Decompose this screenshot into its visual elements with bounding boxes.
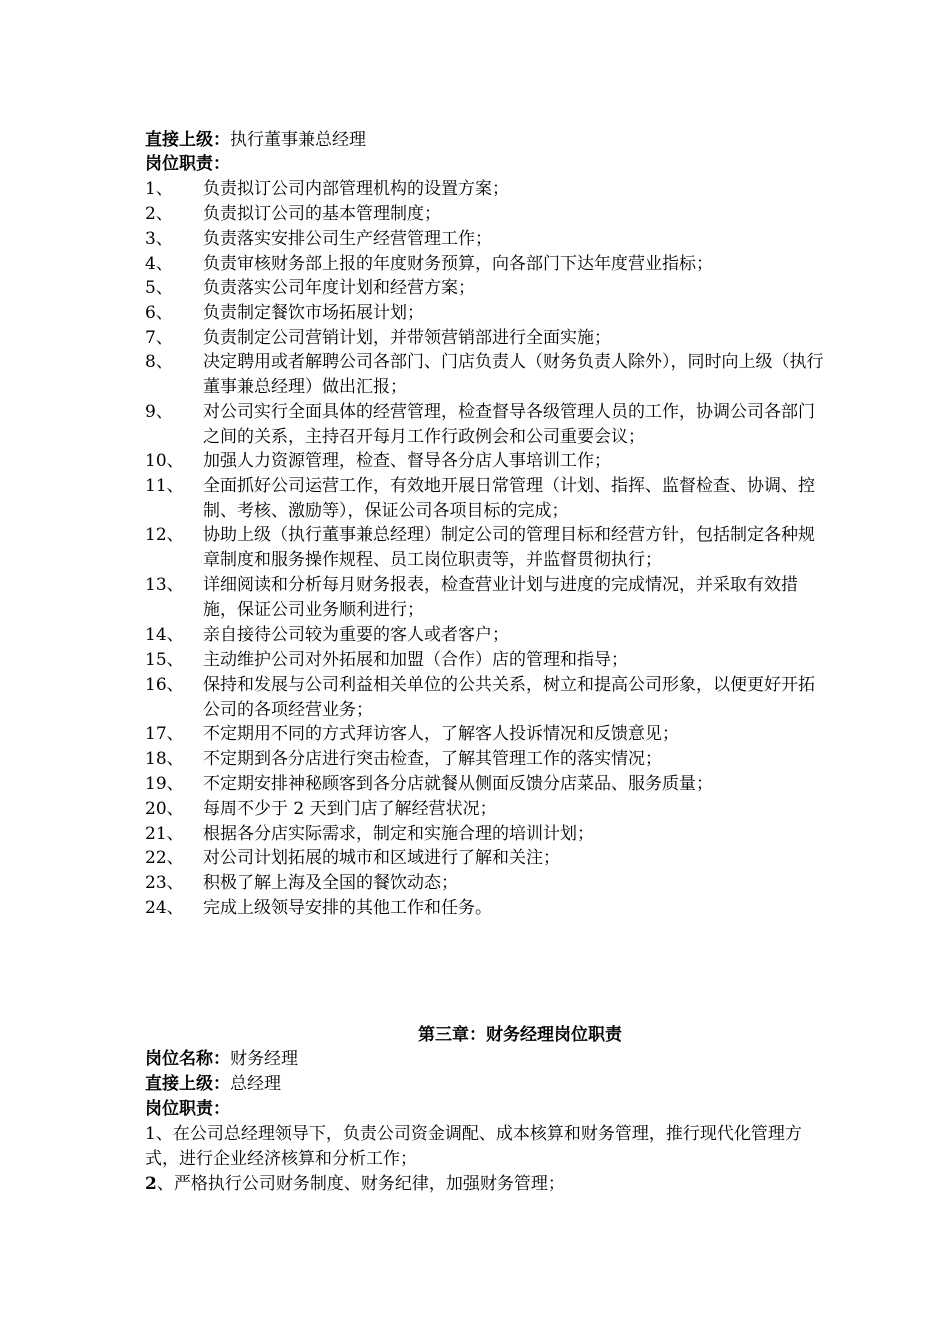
duty-text: 详细阅读和分析每月财务报表，检查营业计划与进度的完成情况，并采取有效措施，保证公司业务顺利进行； [203,575,798,620]
duty-text: 积极了解上海及全国的餐饮动态； [203,873,458,893]
duty-number: 18、 [145,749,184,769]
duty-number: 16、 [145,675,184,695]
duty-item [145,772,825,797]
duty-item [145,202,825,227]
duty-item [145,449,825,474]
duty-number: 5、 [145,278,173,298]
duty-text: 不定期用不同的方式拜访客人，了解客人投诉情况和反馈意见； [203,724,679,744]
duty-number: 19、 [145,774,184,794]
duty-text: 负责制定餐饮市场拓展计划； [203,303,424,323]
superior-line [145,128,366,152]
duty-number: 6、 [145,303,173,323]
finance-duty-2-number: 2 [145,1174,157,1194]
duty-number: 14、 [145,625,184,645]
duty-number: 13、 [145,575,184,595]
duty-item [145,623,825,648]
duty-item [145,276,825,301]
duty-number: 12、 [145,525,184,545]
duty-text: 不定期安排神秘顾客到各分店就餐从侧面反馈分店菜品、服务质量； [203,774,713,794]
duty-number: 7、 [145,328,173,348]
duty-item [145,846,825,871]
duty-number: 1、 [145,179,173,199]
duty-number: 11、 [145,476,184,496]
superior-label-2: 直接上级： [145,1074,230,1094]
duty-text: 对公司实行全面具体的经营管理，检查督导各级管理人员的工作，协调公司各部门之间的关系，主持召开每月工作行政例会和公司重要会议； [203,402,815,447]
duty-number: 3、 [145,229,173,249]
duty-item [145,523,825,572]
duty-item [145,474,825,523]
position-line [145,1047,298,1071]
finance-duty-2-text: 、严格执行公司财务制度、财务纪律，加强财务管理； [156,1174,565,1194]
duty-item [145,177,825,202]
duty-text: 负责落实安排公司生产经营管理工作； [203,229,492,249]
duty-item [145,326,825,351]
superior-value: 执行董事兼总经理 [230,130,366,150]
duty-text: 主动维护公司对外拓展和加盟（合作）店的管理和指导； [203,650,628,670]
duty-text: 保持和发展与公司利益相关单位的公共关系，树立和提高公司形象，以便更好开拓公司的各项经营业务； [203,675,815,720]
position-label: 岗位名称： [145,1049,230,1069]
finance-duty-1: 1、在公司总经理领导下，负责公司资金调配、成本核算和财务管理，推行现代化管理方式，进行企业经济核算和分析工作； [145,1124,802,1169]
duty-item [145,747,825,772]
duty-item [145,227,825,252]
duties-label: 岗位职责： [145,154,230,174]
duty-number: 10、 [145,451,184,471]
duty-item [145,896,825,921]
duty-text: 亲自接待公司较为重要的客人或者客户； [203,625,509,645]
duty-text: 负责拟订公司内部管理机构的设置方案； [203,179,509,199]
duty-item [145,822,825,847]
duty-text: 每周不少于 2 天到门店了解经营状况； [203,799,497,819]
duty-text: 负责审核财务部上报的年度财务预算，向各部门下达年度营业指标； [203,254,713,274]
duty-text: 完成上级领导安排的其他工作和任务。 [203,898,492,918]
duty-number: 15、 [145,650,184,670]
duties-label-2: 岗位职责： [145,1099,230,1119]
duty-number: 23、 [145,873,184,893]
duty-item [145,350,825,399]
duty-text: 根据各分店实际需求，制定和实施合理的培训计划； [203,824,594,844]
superior-label: 直接上级： [145,130,230,150]
duty-item [145,722,825,747]
duty-text: 全面抓好公司运营工作，有效地开展日常管理（计划、指挥、监督检查、协调、控制、考核、激励等），保证公司各项目标的完成； [203,476,815,521]
duty-text: 负责制定公司营销计划，并带领营销部进行全面实施； [203,328,611,348]
finance-duty-2 [145,1172,815,1197]
duty-number: 22、 [145,848,184,868]
duty-number: 24、 [145,898,184,918]
duty-item [145,797,825,822]
duty-item [145,301,825,326]
duty-text: 负责拟订公司的基本管理制度； [203,204,441,224]
duty-number: 20、 [145,799,184,819]
duty-item [145,252,825,277]
duty-text: 协助上级（执行董事兼总经理）制定公司的管理目标和经营方针，包括制定各种规章制度和服务操作规程、员工岗位职责等，并监督贯彻执行； [203,525,815,570]
duty-text: 对公司计划拓展的城市和区域进行了解和关注； [203,848,560,868]
duty-number: 17、 [145,724,184,744]
duty-text: 决定聘用或者解聘公司各部门、门店负责人（财务负责人除外），同时向上级（执行董事兼总经理）做出汇报； [203,352,824,397]
duty-number: 2、 [145,204,173,224]
superior-value-2: 总经理 [230,1074,281,1094]
chapter-title: 第三章：财务经理岗位职责 [418,1025,622,1045]
superior-line-2 [145,1072,281,1096]
duty-item [145,648,825,673]
duty-number: 21、 [145,824,184,844]
duty-item [145,573,825,622]
duty-item [145,673,825,722]
duty-number: 9、 [145,402,173,422]
duty-text: 加强人力资源管理，检查、督导各分店人事培训工作； [203,451,611,471]
position-value: 财务经理 [230,1049,298,1069]
duty-number: 4、 [145,254,173,274]
duty-item [145,871,825,896]
duty-number: 8、 [145,352,173,372]
duty-item [145,400,825,449]
duty-text: 不定期到各分店进行突击检查，了解其管理工作的落实情况； [203,749,662,769]
duty-text: 负责落实公司年度计划和经营方案； [203,278,475,298]
